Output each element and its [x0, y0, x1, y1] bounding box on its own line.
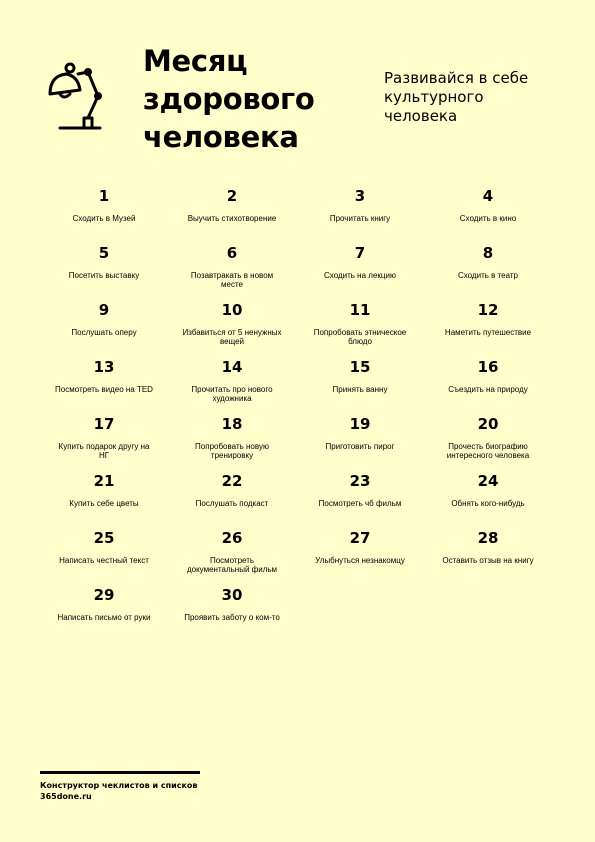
day-number: 6: [226, 244, 238, 262]
footer-site-link[interactable]: 365done.ru: [40, 792, 92, 801]
day-task: Купить подарок другу на НГ: [58, 442, 150, 460]
days-grid: [40, 186, 552, 642]
day-item: [296, 528, 424, 585]
day-item: [40, 186, 168, 243]
day-task: Послушать подкаст: [195, 499, 269, 508]
day-number: 24: [477, 472, 499, 490]
day-number: 21: [93, 472, 115, 490]
day-item: [40, 528, 168, 585]
day-number: 8: [482, 244, 494, 262]
day-number: 11: [349, 301, 371, 319]
day-number: 22: [221, 472, 243, 490]
title-line: человека: [143, 120, 299, 154]
day-item: [296, 243, 424, 300]
day-number: 3: [354, 187, 366, 205]
day-task: Избавиться от 5 ненужных вещей: [182, 328, 282, 346]
day-item: [168, 243, 296, 300]
day-number: 9: [98, 301, 110, 319]
day-item: [424, 243, 552, 300]
day-item: [424, 528, 552, 585]
day-task: Съездить на природу: [448, 385, 528, 394]
day-number: 1: [98, 187, 110, 205]
day-task: Проявить заботу о ком-то: [184, 613, 280, 622]
day-task: Наметить путешествие: [444, 328, 532, 337]
footer-caption: Конструктор чеклистов и списков: [40, 781, 198, 790]
subtitle-line: культурного: [384, 88, 484, 106]
day-number: 14: [221, 358, 243, 376]
day-task: Прочитать про нового художника: [191, 385, 273, 403]
day-item: [40, 585, 168, 642]
day-item: [424, 186, 552, 243]
day-task: Прочитать книгу: [329, 214, 391, 223]
day-number: 17: [93, 415, 115, 433]
day-task: Выучить стихотворение: [187, 214, 277, 223]
day-item: [424, 300, 552, 357]
day-number: 20: [477, 415, 499, 433]
day-task: Попробовать новую тренировку: [195, 442, 269, 460]
day-number: 2: [226, 187, 238, 205]
day-task: Обнять кого-нибудь: [451, 499, 525, 508]
day-item: [296, 414, 424, 471]
day-item: [424, 471, 552, 528]
day-number: 23: [349, 472, 371, 490]
day-number: 10: [221, 301, 243, 319]
day-item: [168, 585, 296, 642]
day-task: Посмотреть видео на TED: [55, 385, 153, 394]
day-item: [40, 357, 168, 414]
day-number: 7: [354, 244, 366, 262]
day-item: [296, 471, 424, 528]
day-task: Написать честный текст: [59, 556, 149, 565]
day-number: 15: [349, 358, 371, 376]
day-item: [168, 186, 296, 243]
day-task: Купить себе цветы: [69, 499, 139, 508]
footer: [40, 780, 198, 802]
subtitle-line: Развивайся в себе: [384, 69, 529, 87]
day-task: Позавтракать в новом месте: [190, 271, 274, 289]
day-item: [40, 471, 168, 528]
day-task: Сходить в кино: [459, 214, 517, 223]
day-task: Прочесть биографию интересного человека: [446, 442, 530, 460]
day-item: [168, 528, 296, 585]
day-item: [40, 300, 168, 357]
page-subtitle: [384, 69, 564, 126]
day-task: Сходить на лекцию: [324, 271, 396, 280]
day-item: [168, 471, 296, 528]
day-item: [424, 414, 552, 471]
day-task: Сходить в Музей: [72, 214, 136, 223]
day-number: 12: [477, 301, 499, 319]
day-task: Послушать оперу: [71, 328, 137, 337]
title-line: Месяц: [143, 44, 248, 78]
day-task: Попробовать этническое блюдо: [313, 328, 407, 346]
day-number: 26: [221, 529, 243, 547]
footer-divider: [40, 771, 200, 774]
day-task: Написать письмо от руки: [57, 613, 151, 622]
day-number: 28: [477, 529, 499, 547]
day-number: 4: [482, 187, 494, 205]
day-number: 18: [221, 415, 243, 433]
day-task: Посмотреть чб фильм: [318, 499, 402, 508]
day-item: [168, 414, 296, 471]
day-task: Принять ванну: [332, 385, 388, 394]
day-number: 19: [349, 415, 371, 433]
day-number: 16: [477, 358, 499, 376]
day-number: 29: [93, 586, 115, 604]
day-item: [424, 357, 552, 414]
day-task: Сходить в театр: [457, 271, 519, 280]
day-item: [168, 357, 296, 414]
day-item: [296, 300, 424, 357]
day-task: Посмотреть документальный фильм: [186, 556, 278, 574]
title-line: здорового: [143, 82, 315, 116]
day-number: 30: [221, 586, 243, 604]
subtitle-line: человека: [384, 107, 458, 125]
day-item: [40, 414, 168, 471]
day-number: 27: [349, 529, 371, 547]
day-number: 25: [93, 529, 115, 547]
day-task: Посетить выставку: [68, 271, 140, 280]
day-number: 5: [98, 244, 110, 262]
day-task: Оставить отзыв на книгу: [442, 556, 534, 565]
page-title: [143, 42, 363, 156]
day-item: [40, 243, 168, 300]
day-task: Улыбнуться незнакомцу: [315, 556, 405, 565]
day-task: Приготовить пирог: [325, 442, 395, 451]
day-item: [168, 300, 296, 357]
desk-lamp-icon: [44, 56, 108, 134]
day-item: [296, 186, 424, 243]
day-number: 13: [93, 358, 115, 376]
day-item: [296, 357, 424, 414]
